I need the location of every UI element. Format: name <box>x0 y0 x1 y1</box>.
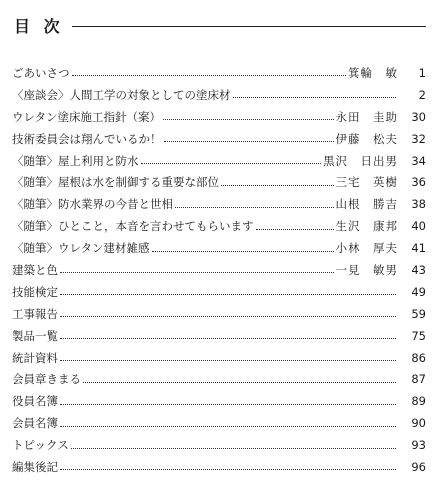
toc-entry <box>12 369 426 391</box>
entry-author: 山根 勝吉 <box>335 197 398 212</box>
entry-title: 工事報告 <box>12 306 58 321</box>
entry-page-number: 34 <box>411 153 426 168</box>
entry-title: 編集後記 <box>12 460 58 475</box>
entry-page-number: 93 <box>411 438 426 453</box>
entry-title: 〈随筆〉ウレタン建材雑感 <box>12 241 150 256</box>
table-of-contents <box>12 63 426 479</box>
entry-author: 生沢 康邦 <box>335 219 398 234</box>
entry-title: 会員名簿 <box>12 416 58 431</box>
entry-title: トピックス <box>12 438 69 453</box>
dot-leader <box>60 338 396 339</box>
entry-page-number: 41 <box>411 241 426 256</box>
entry-author: 黒沢 日出男 <box>323 153 398 168</box>
toc-entry <box>12 260 426 282</box>
dot-leader <box>256 229 334 230</box>
entry-author: 永田 圭助 <box>335 109 398 124</box>
dot-leader <box>233 97 397 98</box>
entry-title: 技能検定 <box>12 284 58 299</box>
entry-page-number: 40 <box>411 219 426 234</box>
toc-entry <box>12 238 426 260</box>
entry-title: 役員名簿 <box>12 394 58 409</box>
toc-entry <box>12 216 426 238</box>
entry-page-number: 30 <box>411 109 426 124</box>
entry-title: ごあいさつ <box>12 66 70 80</box>
dot-leader <box>60 294 396 295</box>
entry-page-number: 89 <box>411 394 426 409</box>
dot-leader <box>163 119 333 120</box>
entry-page-number: 2 <box>418 87 426 102</box>
entry-page-number: 90 <box>411 416 426 431</box>
entry-title: 〈随筆〉ひとこと，本音を言わせてもらいます <box>12 219 254 234</box>
toc-entry <box>12 391 426 413</box>
entry-page-number: 86 <box>411 350 426 365</box>
dot-leader <box>152 251 334 252</box>
entry-page-number: 87 <box>411 372 426 387</box>
dot-leader <box>60 426 396 427</box>
dot-leader <box>83 382 396 383</box>
entry-title: 〈随筆〉防水業界の今昔と世相 <box>12 197 173 212</box>
page-title: 目 次 <box>14 14 72 37</box>
entry-title: 〈座談会〉人間工学の対象としての塗床材 <box>12 87 231 102</box>
entry-title: 〈随筆〉屋根は水を制御する重要な部位 <box>12 175 219 190</box>
entry-title: 統計資料 <box>12 350 58 365</box>
toc-entry <box>12 151 426 173</box>
entry-title: 建築と色 <box>12 263 58 278</box>
entry-title: 会員章きまる <box>12 372 81 387</box>
toc-entry <box>12 435 426 457</box>
toc-entry <box>12 194 426 216</box>
toc-entry <box>12 129 426 151</box>
entry-title: ウレタン塗床施工指針（案） <box>12 109 162 124</box>
dot-leader <box>60 469 396 470</box>
dot-leader <box>71 448 396 449</box>
entry-author: 一見 敏男 <box>335 263 398 278</box>
entry-author: 箕輪 敏 <box>348 66 398 80</box>
dot-leader <box>221 185 334 186</box>
entry-page-number: 38 <box>411 197 426 212</box>
toc-entry <box>12 172 426 194</box>
entry-title: 〈随筆〉屋上利用と防水 <box>12 153 139 168</box>
toc-entry <box>12 63 426 85</box>
entry-page-number: 96 <box>411 460 426 475</box>
title-rule <box>54 26 426 27</box>
toc-entry <box>12 457 426 479</box>
dot-leader <box>164 141 334 142</box>
entry-author: 三宅 英樹 <box>335 175 398 190</box>
dot-leader <box>141 163 322 164</box>
entry-page-number: 75 <box>411 328 426 343</box>
entry-page-number: 1 <box>418 66 426 80</box>
entry-title: 製品一覧 <box>12 328 58 343</box>
entry-page-number: 59 <box>411 306 426 321</box>
dot-leader <box>60 404 396 405</box>
entry-author: 伊藤 松夫 <box>335 131 398 146</box>
entry-page-number: 43 <box>411 263 426 278</box>
dot-leader <box>175 207 334 208</box>
entry-page-number: 32 <box>411 131 426 146</box>
dot-leader <box>60 360 396 361</box>
toc-entry <box>12 304 426 326</box>
entry-title: 技術委員会は翔んでいるか！ <box>12 131 162 146</box>
dot-leader <box>60 272 334 273</box>
toc-header <box>14 12 426 36</box>
dot-leader <box>72 75 347 76</box>
toc-entry <box>12 85 426 107</box>
toc-entry <box>12 348 426 370</box>
toc-entry <box>12 326 426 348</box>
dot-leader <box>60 316 396 317</box>
entry-page-number: 49 <box>411 284 426 299</box>
toc-entry <box>12 107 426 129</box>
toc-entry <box>12 413 426 435</box>
entry-author: 小林 厚夫 <box>335 241 398 256</box>
entry-page-number: 36 <box>411 175 426 190</box>
toc-entry <box>12 282 426 304</box>
